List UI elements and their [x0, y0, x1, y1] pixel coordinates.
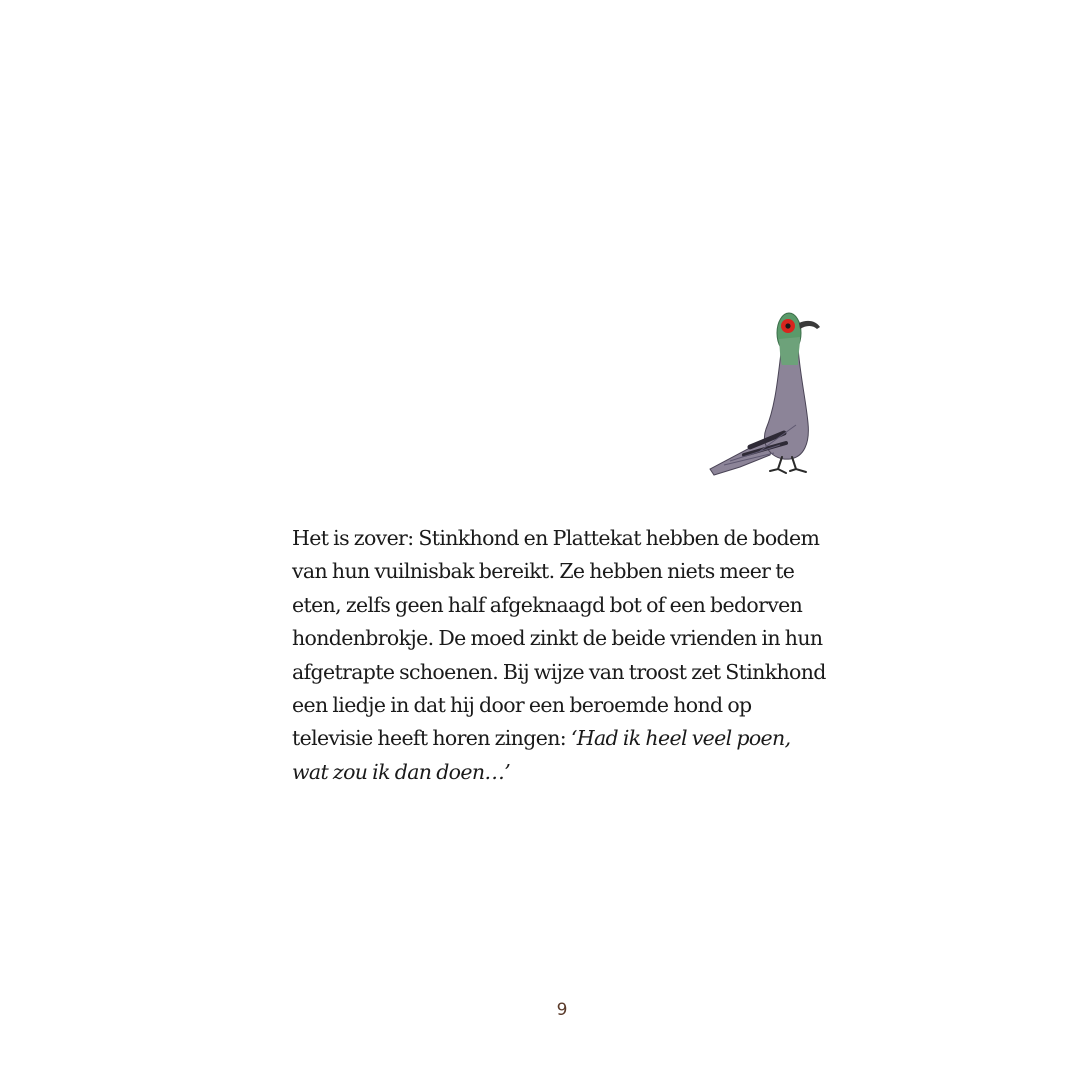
pigeon-illustration: [700, 305, 830, 480]
text-line-plain: van hun vuilnisbak bereikt. Ze hebben niets meer te: [292, 559, 795, 584]
text-line: [292, 589, 852, 622]
text-line-plain: televisie heeft horen zingen:: [292, 726, 571, 751]
text-line: [292, 555, 852, 588]
text-line-plain: hondenbrokje. De moed zinkt de beide vrienden in hun: [292, 626, 823, 651]
text-line-plain: een liedje in dat hij door een beroemde hond op: [292, 693, 752, 718]
text-line: [292, 522, 852, 555]
song-lyric: ‘Had ik heel veel poen,: [570, 726, 791, 751]
text-line: [292, 689, 852, 722]
text-line: [292, 656, 852, 689]
text-line: [292, 722, 852, 755]
text-line: [292, 622, 852, 655]
page-number: 9: [556, 1000, 568, 1020]
text-line-plain: afgetrapte schoenen. Bij wijze van troost zet Stinkhond: [292, 659, 826, 684]
text-line-plain: eten, zelfs geen half afgeknaagd bot of een bedorven: [292, 592, 803, 617]
story-paragraph: [292, 522, 852, 789]
song-lyric: wat zou ik dan doen…’: [292, 759, 511, 784]
pigeon-beak: [799, 321, 820, 329]
text-line-plain: Het is zover: Stinkhond en Plattekat hebben de bodem: [292, 526, 820, 550]
text-line: [292, 756, 852, 789]
